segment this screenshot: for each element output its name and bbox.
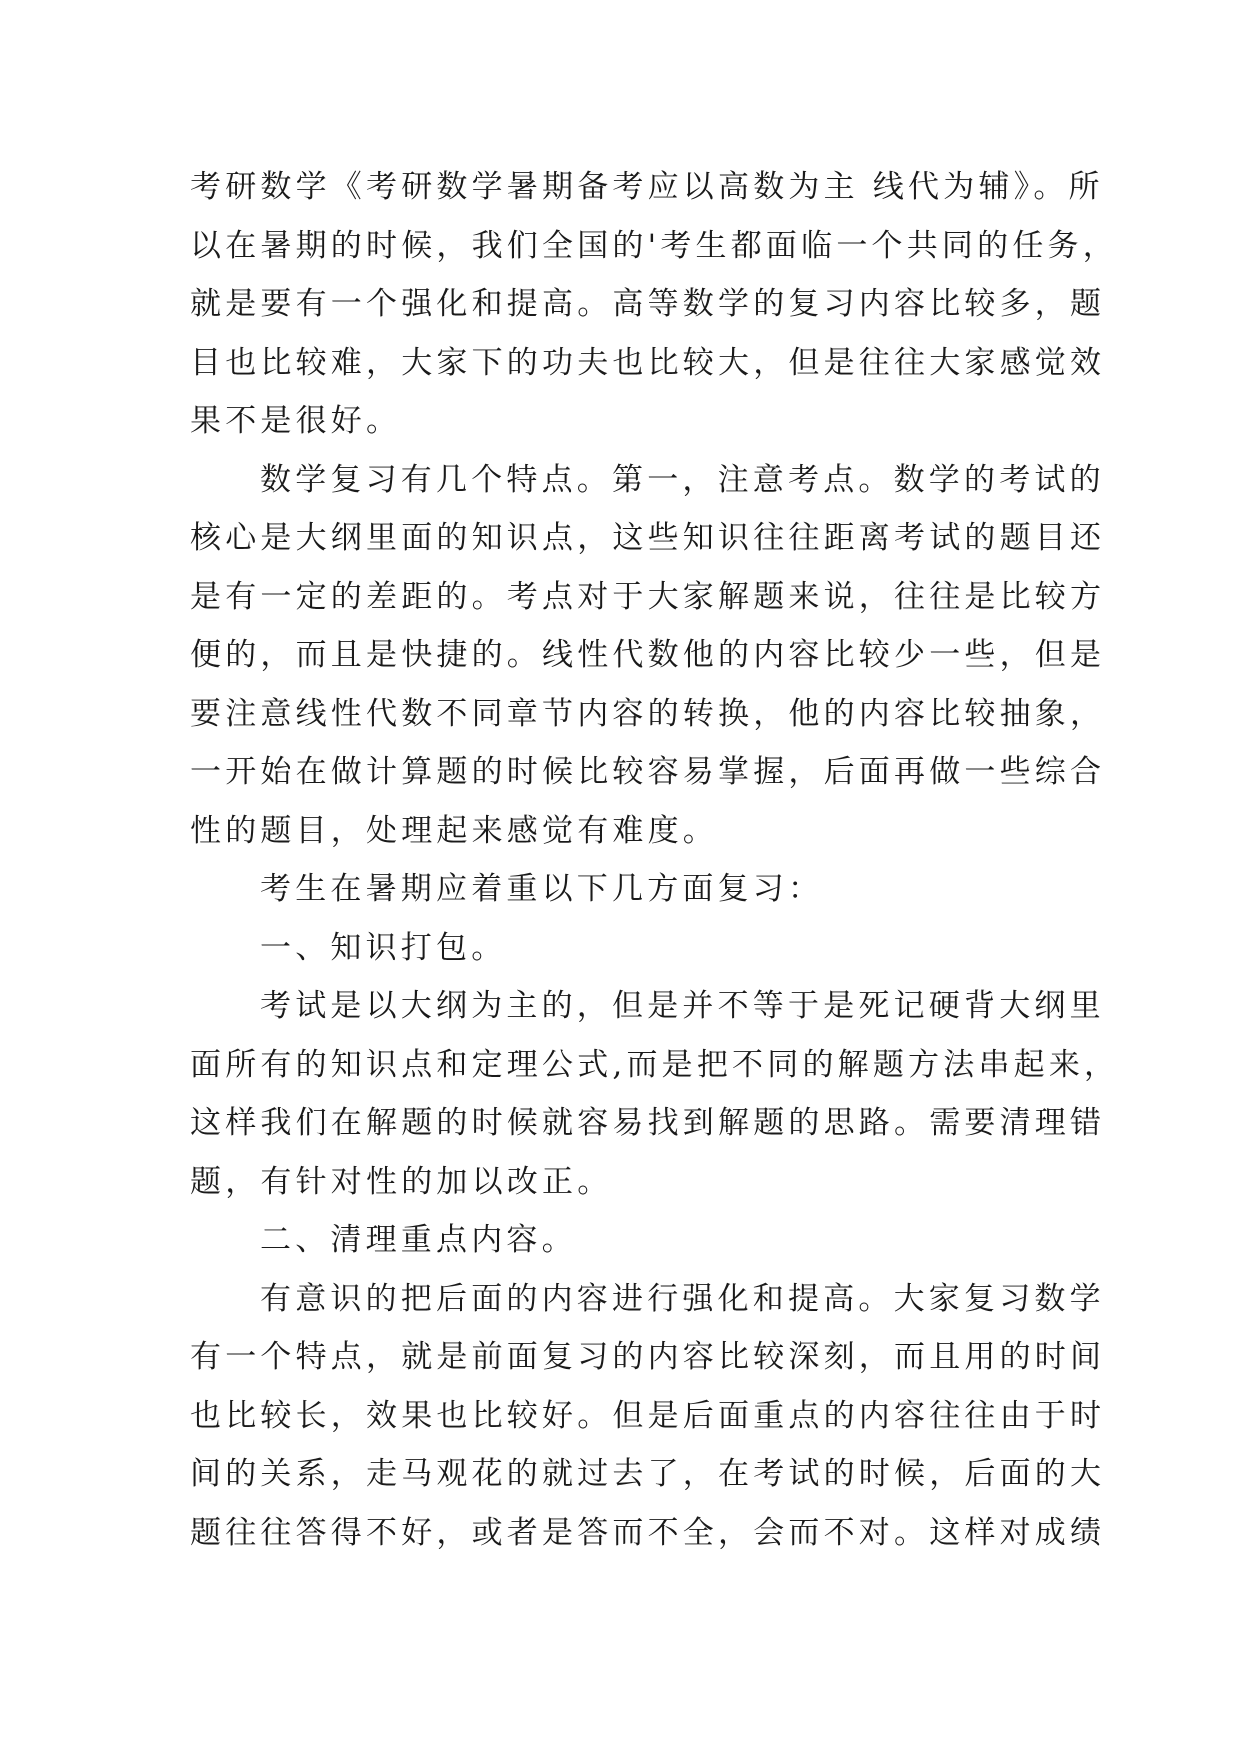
text-line: 考研数学《考研数学暑期备考应以高数为主 线代为辅》。所 — [190, 169, 1104, 205]
text-line: 是有一定的差距的。考点对于大家解题来说，往往是比较方 — [190, 578, 1106, 615]
text-line: 考试是以大纲为主的，但是并不等于是死记硬背大纲里 — [260, 988, 1105, 1024]
text-line: 以在暑期的时候，我们全国的'考生都面临一个共同的任务， — [190, 227, 1118, 264]
text-line: 题，有针对性的加以改正。 — [190, 1163, 613, 1200]
text-line: 题往往答得不好，或者是答而不全，会而不对。这样对成绩 — [190, 1514, 1106, 1551]
text-line: 也比较长，效果也比较好。但是后面重点的内容往往由于时 — [190, 1397, 1106, 1434]
text-line: 便的，而且是快捷的。线性代数他的内容比较少一些，但是 — [190, 637, 1106, 673]
text-line: 一、知识打包。 — [260, 929, 507, 966]
text-line: 就是要有一个强化和提高。高等数学的复习内容比较多，题 — [190, 286, 1106, 322]
text-line: 目也比较难，大家下的功夫也比较大，但是往往大家感觉效 — [190, 344, 1106, 381]
text-line: 一开始在做计算题的时候比较容易掌握，后面再做一些综合 — [190, 754, 1106, 790]
text-line: 果不是很好。 — [190, 403, 402, 439]
text-line: 二、清理重点内容。 — [260, 1222, 577, 1258]
text-line: 核心是大纲里面的知识点，这些知识往往距离考试的题目还 — [190, 520, 1106, 556]
document-body — [190, 158, 1120, 1562]
text-line: 考生在暑期应着重以下几方面复习： — [260, 871, 824, 907]
text-line: 这样我们在解题的时候就容易找到解题的思路。需要清理错 — [190, 1105, 1106, 1141]
text-line: 间的关系，走马观花的就过去了，在考试的时候，后面的大 — [190, 1456, 1106, 1492]
text-line: 面所有的知识点和定理公式,而是把不同的解题方法串起来， — [190, 1046, 1120, 1083]
text-line: 数学复习有几个特点。第一，注意考点。数学的考试的 — [260, 461, 1105, 498]
text-line: 有一个特点，就是前面复习的内容比较深刻，而且用的时间 — [190, 1339, 1106, 1375]
text-line: 要注意线性代数不同章节内容的转换，他的内容比较抽象， — [190, 695, 1106, 732]
text-line: 性的题目，处理起来感觉有难度。 — [190, 812, 718, 849]
text-line: 有意识的把后面的内容进行强化和提高。大家复习数学 — [260, 1280, 1105, 1317]
